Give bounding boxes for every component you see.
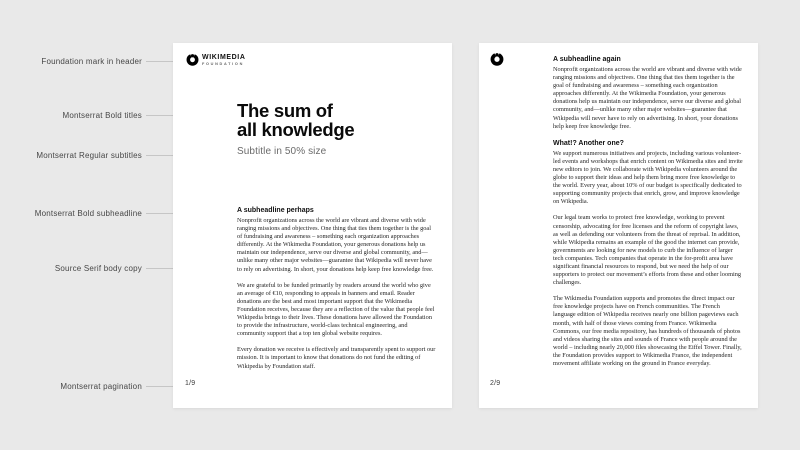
body-paragraph: The Wikimedia Foundation supports and promotes the direct impact our free knowledge projects have on French communities. The French language edition of Wikipedia receives nearly one billion pageviews each month, with half of those views coming from France. Wikimedia Commons, our free media repository, has hundreds of thousands of photos and videos sharing the sites and sounds of France with people around the world – including nearly 20,000 files showcasing the Eiffel Tower. Finally, the Foundation provides support to Wikimedia France, the independent movement affiliate working on the ground in France everyday.: [553, 295, 742, 367]
annotation-label: Montserrat Bold titles: [62, 111, 142, 120]
page-title-line2: all knowledge: [237, 118, 355, 140]
annotation-label: Foundation mark in header: [41, 57, 142, 66]
brand-wordmark: [202, 54, 246, 66]
body-paragraph: Nonprofit organizations across the world are vibrant and diverse with wide ranging missions and objectives. One thing that ties them together is the goal of fundraising and awareness – something each organization approaches differently. At the Wikimedia Foundation, your generous donations help us maintain our independence, serve our diverse and global community, and—unlike many other major websites—guarantee that Wikipedia will never have to rely on advertising. In short, your donations help keep free knowledge free.: [553, 66, 742, 130]
page-title: [237, 102, 354, 139]
wikimedia-logo-icon: [186, 53, 199, 66]
brand-lockup: [186, 53, 246, 66]
document-page-1: [173, 43, 452, 408]
annotation-label: Montserrat pagination: [60, 382, 142, 391]
brand-wordmark-sub: FOUNDATION: [202, 61, 245, 66]
body-copy: [237, 206, 437, 371]
annotation-label: Montserrat Bold subheadline: [34, 209, 142, 218]
page-title-line1: The sum of: [237, 100, 333, 121]
subheadline: A subheadline perhaps: [237, 207, 314, 214]
body-paragraph: Nonprofit organizations across the world are vibrant and diverse with wide ranging missions and objectives. One thing that ties them together is the goal of fundraising and awareness – something each organization approaches differently. At the Wikimedia Foundation, your generous donations help us maintain our independence, serve our diverse and global community, and—unlike many other major websites—guarantee that Wikipedia will never have to rely on advertising. In short, your donations help keep free knowledge free.: [237, 217, 434, 273]
body-paragraph: We support numerous initiatives and projects, including various volunteer-led events and workshops that enrich content on Wikimedia sites and invite new editors to join. We collaborate with Wikipedia volunteers around the globe to support their ideas and help them bring more free knowledge to the world. Every year, about 10% of our budget is specifically dedicated to supporting community projects that enrich, grow, and improve knowledge on Wikipedia.: [553, 149, 743, 206]
annotation-label: Montserrat Regular subtitles: [36, 151, 142, 160]
annotation-foundation-mark: [22, 56, 178, 67]
annotation-label: Source Serif body copy: [54, 264, 142, 273]
subheadline-secondary: What!? Another one?: [553, 139, 624, 147]
brand-wordmark-main: WIKIMEDIA: [202, 54, 246, 61]
annotation-pagination: [22, 381, 179, 392]
body-paragraph: Every donation we receive is effectively and transparently spent to support our mission. It is important to know that donations do not fund the editing of Wikipedia by Foundation staff.: [237, 346, 436, 370]
subheadline: A subheadline again: [553, 56, 621, 63]
wikimedia-logo-icon: [490, 52, 504, 66]
body-copy: [553, 55, 743, 368]
page-number: 1/9: [185, 380, 196, 387]
page-subtitle: Subtitle in 50% size: [237, 146, 327, 157]
body-paragraph: Our legal team works to protect free knowledge, working to prevent censorship, advocating for free licenses and the reform of copyright laws, as well as defending our volunteers from the threat of reprisal. In addition, while Wikipedia remains an example of the good the internet can provide, governments are looking for new models to curb the influence of larger tech companies. Tech companies that operate in the for-profit area have significant financial resources to respond, but we need the help of our supporters to protect our movement’s efforts from these and other looming challenges.: [553, 214, 742, 287]
document-page-2: [479, 43, 758, 408]
page-number: 2/9: [490, 380, 501, 387]
body-paragraph: We are grateful to be funded primarily by readers around the world who give an average of €10, responding to appeals in banners and email. Reader donations are the best and most important support that the Wikimedia Foundation receives, because they are a reflection of the value that people feel Wikipedia brings to their lives. These donations have allowed the Foundation to provide the infrastructure, world-class technical engineering, and community support that a top ten global website requires.: [237, 281, 435, 338]
